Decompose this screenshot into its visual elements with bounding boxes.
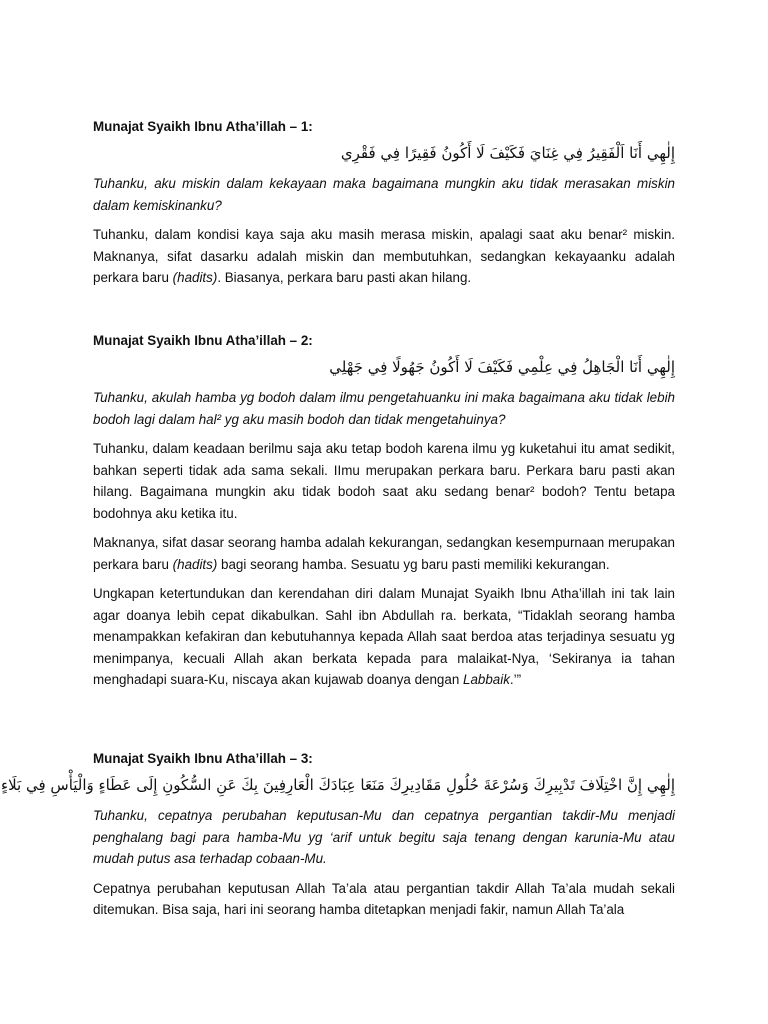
section-heading: Munajat Syaikh Ibnu Atha’illah – 1:	[93, 119, 313, 134]
section-heading: Munajat Syaikh Ibnu Atha’illah – 3:	[93, 751, 313, 766]
explanation-paragraph: Maknanya, sifat dasar seorang hamba adalah kekurangan, sedangkan kesempurnaan merupakan perkara baru (hadits) bagi seorang hamba. Sesuatu yg baru pasti memiliki kekurangan.	[93, 535, 675, 572]
section-heading: Munajat Syaikh Ibnu Atha’illah – 2:	[93, 333, 313, 348]
explanation-paragraph: Ungkapan ketertundukan dan kerendahan diri dalam Munajat Syaikh Ibnu Atha’illah ini tak lain agar doanya lebih cepat dikabulkan. Sahl ibn Abdullah ra. berkata, “Tidaklah seorang hamba menampakkan kefakiran dan kebutuhannya kepada Allah saat berdoa atas terjadinya sesuatu yg menimpanya, kecuali Allah akan berkata kepada para malaikat-Nya, ‘Sekiranya ia tahan menghadapi suara-Ku, niscaya akan kujawab doanya dengan Labbaik.’”	[93, 586, 675, 687]
arabic-text: إِلٰهِي أَنَا الْجَاهِلُ فِي عِلْمِي فَكَيْفَ لَا أَكُونُ جَهُولًا فِي جَهْلِي	[329, 358, 675, 376]
arabic-text: إِلٰهِي إِنَّ اخْتِلَافَ تَدْبِيرِكَ وَسُرْعَةَ حُلُولِ مَقَادِيرِكَ مَنَعَا عِبَادَكَ الْعَارِفِينَ بِكَ عَنِ السُّكُونِ إِلَى عَطَاءٍ وَالْيَأْسِ فِي بَلَاءٍ	[1, 776, 675, 794]
munajat-section-2	[93, 331, 675, 691]
munajat-section-1	[93, 117, 675, 289]
explanation-paragraph: Tuhanku, dalam keadaan berilmu saja aku tetap bodoh karena ilmu yg kuketahui itu amat sedikit, bahkan seperti tidak ada sama sekali. IImu merupakan perkara baru. Perkara baru pasti akan hilang. Bagaimana mungkin aku tidak bodoh saat aku sedang benar² bodoh? Tentu betapa bodohnya aku ketika itu.	[93, 441, 675, 521]
arabic-text: إِلٰهِي أَنَا اَلْفَقِيرُ فِي غِنَايَ فَكَيْفَ لَا أَكُونُ فَقِيرًا فِي فَقْرِي	[340, 144, 675, 162]
translation-text: Tuhanku, cepatnya perubahan keputusan-Mu dan cepatnya pergantian takdir-Mu menjadi penghalang bagi para hamba-Mu yg ‘arif untuk begitu saja tenang dengan karunia-Mu atau mudah putus asa terhadap cobaan-Mu.	[93, 808, 675, 866]
translation-text: Tuhanku, akulah hamba yg bodoh dalam ilmu pengetahuanku ini maka bagaimana aku tidak lebih bodoh lagi dalam hal² yg aku masih bodoh dan tidak mengetahuinya?	[93, 390, 675, 427]
explanation-paragraph: Tuhanku, dalam kondisi kaya saja aku masih merasa miskin, apalagi saat aku benar² miskin. Maknanya, sifat dasarku adalah miskin dan membutuhkan, sedangkan kekayaanku adalah perkara baru (hadits). Biasanya, perkara baru pasti akan hilang.	[93, 227, 675, 285]
munajat-section-3	[1, 749, 675, 921]
explanation-paragraph: Cepatnya perubahan keputusan Allah Ta’ala atau pergantian takdir Allah Ta’ala mudah sekali ditemukan. Bisa saja, hari ini seorang hamba ditetapkan menjadi fakir, namun Allah Ta’ala	[93, 880, 675, 917]
translation-text: Tuhanku, aku miskin dalam kekayaan maka bagaimana mungkin aku tidak merasakan miskin dalam kemiskinanku?	[93, 176, 675, 213]
